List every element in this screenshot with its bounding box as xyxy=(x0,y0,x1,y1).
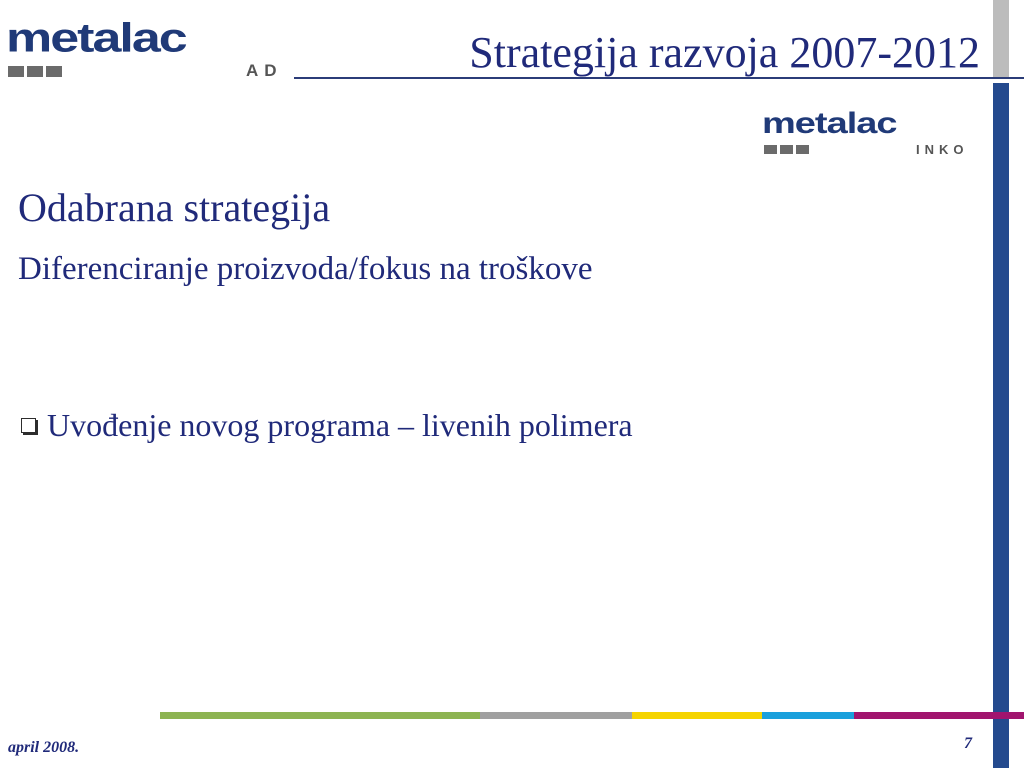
stripe-segment-blue xyxy=(762,712,854,719)
slide-header-title: Strategija razvoja 2007-2012 xyxy=(469,28,980,77)
stripe-segment-yellow xyxy=(632,712,762,719)
logo-metalac-inko-suffix: INKO xyxy=(916,142,969,157)
logo-metalac-inko xyxy=(756,100,992,160)
right-edge-bar-gray xyxy=(993,0,1009,78)
slide-heading: Odabrana strategija xyxy=(18,185,331,230)
logo-metalac-ad-bars xyxy=(8,66,62,77)
stripe-segment-purple xyxy=(854,712,1024,719)
logo-metalac-inko-bars xyxy=(764,145,809,154)
color-stripe xyxy=(160,712,1024,719)
checkbox-bullet-icon xyxy=(21,418,36,433)
footer-date: april 2008. xyxy=(8,739,80,756)
header-divider xyxy=(294,77,1024,79)
logo-metalac-ad-suffix: AD xyxy=(246,61,283,80)
logo-metalac-inko-word: metalac xyxy=(762,107,897,141)
page-number: 7 xyxy=(964,735,972,752)
slide-subheading: Diferenciranje proizvoda/fokus na troškove xyxy=(18,251,593,287)
stripe-segment-gray xyxy=(480,712,632,719)
stripe-segment-green xyxy=(160,712,480,719)
logo-metalac-ad-word: metalac xyxy=(6,15,186,61)
right-edge-bar-blue xyxy=(993,83,1009,768)
bullet-item-text: Uvođenje novog programa – livenih polimera xyxy=(47,407,633,443)
logo-metalac-ad xyxy=(0,0,300,84)
